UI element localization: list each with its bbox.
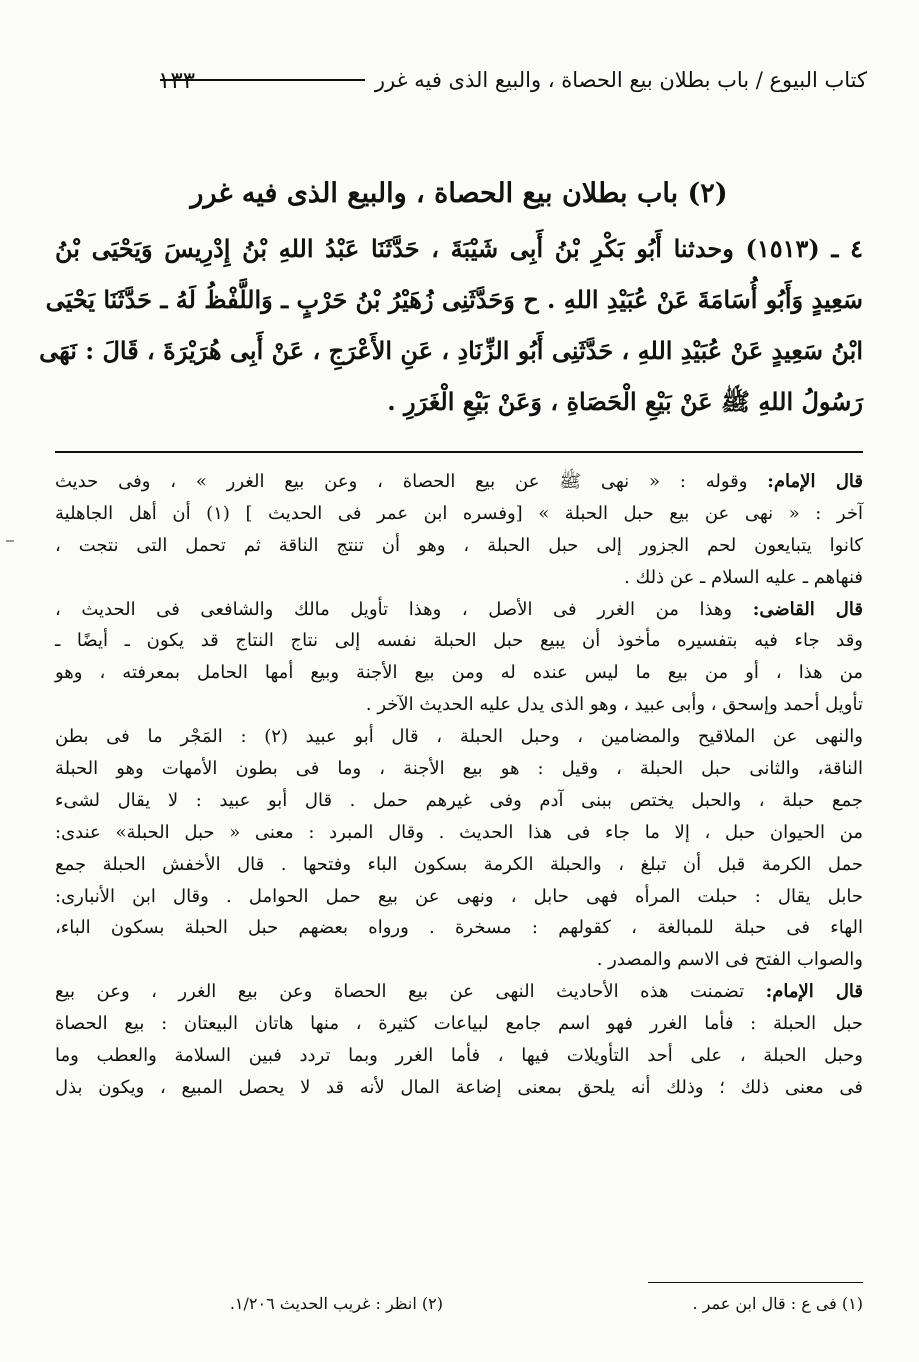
footnote-rule (648, 1282, 863, 1283)
commentary-line (55, 849, 863, 881)
commentary-line (55, 944, 863, 976)
chapter-title: (٢) باب بطلان بيع الحصاة ، والبيع الذى فيه غرر (190, 178, 728, 209)
commentary-line (55, 976, 863, 1008)
commentary-text: من الحيوان حبل ، إلا ما جاء فى هذا الحديث . وقال المبرد : معنى « حبل الحبلة» عندى: (55, 821, 864, 843)
commentary-text: فى معنى ذلك ؛ وذلك أنه يلحق بمعنى إضاعة المال لأنه قد لا يحصل المبيع ، ويكون بذل (55, 1076, 863, 1098)
commentary-text: تأويل أحمد وإسحق ، وأبى عبيد ، وهو الذى يدل عليه الحديث الآخر . (365, 694, 863, 716)
commentary-line (55, 1040, 863, 1072)
commentary (55, 466, 863, 1104)
footnotes (55, 1294, 863, 1313)
hadith-line: سَعِيدٍ وَأَبُو أُسَامَةَ عَنْ عُبَيْدِ اللهِ . ح وَحَدَّثَنِى زُهَيْرُ بْنُ حَرْبٍ ـ وَاللَّفْظُ لَهُ ـ حَدَّثَنَا يَحْيَى (45, 285, 863, 314)
commentary-line (55, 881, 863, 913)
footnote-2: (٢) انظر : غريب الحديث ١/٢٠٦. (229, 1294, 443, 1313)
hadith-line: ابْنُ سَعِيدٍ عَنْ عُبَيْدِ اللهِ ، حَدَّثَنِى أَبُو الزِّنَادِ ، عَنِ الأَعْرَجِ ، عَنْ أَبِى هُرَيْرَةَ ، قَالَ : نَهَى (39, 336, 863, 365)
commentary-text: والنهى عن الملاقيح والمضامين ، وحبل الحبلة ، قال أبو عبيد (٢) : المَجْر ما فى بطن (55, 726, 863, 748)
commentary-line (55, 753, 863, 785)
commentary-text: وقوله : « نهى ﷺ عن بيع الحصاة ، وعن بيع الغرر » ، وفى حديث (55, 471, 768, 492)
hadith-line: ٤ ـ (١٥١٣) وحدثنا أَبُو بَكْرِ بْنُ أَبِى شَيْبَةَ ، حَدَّثَنَا عَبْدُ اللهِ بْنُ إِدْرِيسَ وَيَحْيَى بْنُ (55, 234, 863, 263)
running-title: كتاب البيوع / باب بطلان بيع الحصاة ، والبيع الذى فيه غرر (374, 68, 867, 92)
commentary-line (55, 1008, 863, 1040)
commentary-line (55, 530, 863, 562)
commentary-line (55, 912, 863, 944)
speaker-label: قال الإمام: (765, 981, 864, 1003)
commentary-text: آخر : « نهى عن بيع حبل الحبلة » [وفسره ابن عمر فى الحديث ] (١) أن أهل الجاهلية (55, 502, 863, 524)
commentary-text: وقد جاء فيه بتفسيره مأخوذ أن يبيع حبل الحبلة نفسه إلى نتاج النتاج قد يكون ـ أيضًا ـ (55, 630, 863, 652)
commentary-line (55, 721, 863, 753)
speaker-label: قال الإمام: (767, 471, 863, 492)
commentary-text: كانوا يتبايعون لحم الجزور إلى حبل الحبلة ، وهو أن تنتج الناقة ثم تحمل التى نتجت ، (55, 534, 863, 556)
page-number: ١٣٣ (158, 68, 196, 94)
hadith-block (39, 178, 863, 427)
commentary-text: وحبل الحبلة ، على أحد التأويلات فيها ، فأما الغرر وبما تردد فبين السلامة والعطب وما (55, 1045, 863, 1067)
commentary-text: الناقة، والثانى حبل الحبلة ، وقيل : هو بيع الأجنة ، وما فى بطون الأمهات وهو الحبلة (55, 758, 863, 780)
commentary-line (55, 625, 863, 657)
margin-mark (6, 540, 14, 542)
commentary-text: فنهاهم ـ عليه السلام ـ عن ذلك . (624, 566, 863, 588)
commentary-line (55, 689, 863, 721)
running-header (150, 68, 867, 92)
commentary-text: جمع حبلة ، والحبل يختص ببنى آدم وفى غيرهم حمل . قال أبو عبيد : لا يقال لشىء (55, 789, 863, 811)
footnote-1: (١) فى ع : قال ابن عمر . (692, 1294, 863, 1313)
commentary-text: حبل الحبلة : فأما الغرر فهو اسم جامع لبياعات كثيرة ، منها هاتان البيعتان : بيع الحصاة (55, 1013, 863, 1035)
commentary-line (55, 817, 863, 849)
commentary-line (55, 466, 863, 498)
commentary-line (55, 562, 863, 594)
commentary-line (55, 785, 863, 817)
commentary-line (55, 498, 863, 530)
commentary-line (55, 657, 863, 689)
commentary-text: حابل يقال : حبلت المرأه فهى حابل ، ونهى عن بيع حمل الحوامل . وقال ابن الأنبارى: (55, 885, 863, 907)
speaker-label: قال القاضى: (752, 598, 863, 620)
commentary-text: تضمنت هذه الأحاديث النهى عن بيع الحصاة وعن بيع الغرر ، وعن بيع (55, 981, 766, 1003)
commentary-text: الهاء فى حبلة للمبالغة ، كقولهم : مسخرة . ورواه بعضهم حبل الحبلة بسكون الباء، (55, 917, 863, 939)
commentary-text: والصواب الفتح فى الاسم والمصدر . (596, 949, 863, 971)
commentary-text: من هذا ، أو من بيع ما ليس عنده له ومن بيع الأجنة وبيع أمها الحامل بمعرفته ، وهو (55, 662, 863, 684)
hadith-line: رَسُولُ اللهِ ﷺ عَنْ بَيْعِ الْحَصَاةِ ، وَعَنْ بَيْعِ الْغَرَرِ . (387, 387, 863, 416)
section-divider (55, 451, 863, 453)
commentary-line (55, 1072, 863, 1104)
commentary-text: وهذا من الغرر فى الأصل ، وهذا تأويل مالك والشافعى فى الحديث ، (55, 598, 753, 620)
commentary-text: حمل الكرمة قبل أن تبلغ ، والحبلة الكرمة بسكون الباء وفتحها . قال الأخفش الحبلة جمع (55, 853, 863, 875)
commentary-line (55, 594, 863, 626)
